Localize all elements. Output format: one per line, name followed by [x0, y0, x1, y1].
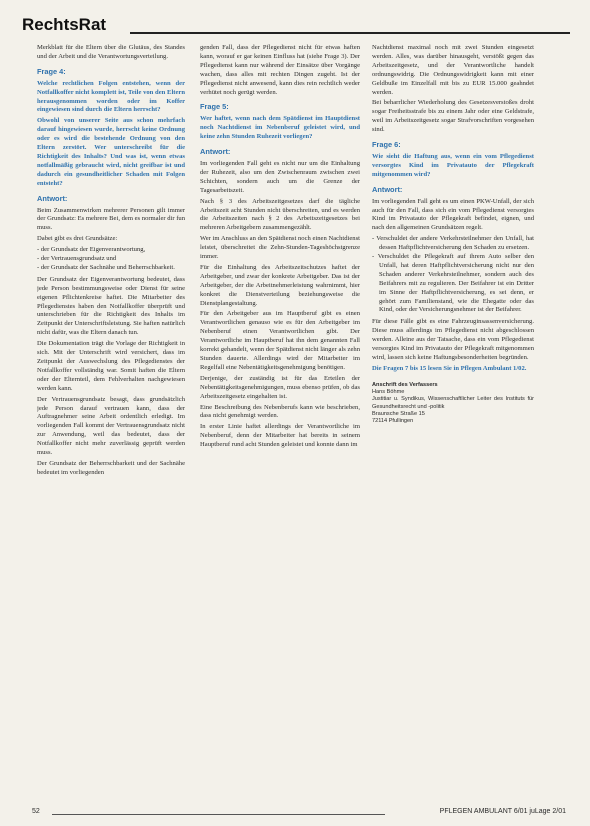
paragraph: Der Vertrauensgrundsatz besagt, dass grundsätzlich jede Person darauf vertrauen kann, dass der Auftragnehmer seine Arbeit ordentlich erledigt. Im vorliegenden Fall kommt der Vertrauensgrundsatz nicht zur Anwendung, weil das bedeutet, dass der Notfallkoffer nicht mehr zuverlässig geprüft werden muss.: [37, 395, 185, 457]
page-header: [22, 12, 570, 38]
question-heading: Frage 4:: [37, 66, 66, 76]
list-item: - Verschuldet die Pflegekraft auf ihrem Auto selber den Unfall, hat deren Haftpflichtversicherung nicht nur den Schaden anderer Verkehrsteilnehmer, sondern auch des Beifahrers mit zu regulieren. Der Beifahrer ist ein Dritter im Sinne der Haftpflichtversicherung, es sei denn, er gehört zum Familienstand, wie die Ehegatte oder das Kind, oder der Versicherungsnehmer ist der Beifahrer.: [372, 253, 534, 314]
author-label: Anschrift des Verfassers: [372, 381, 438, 388]
continuation-note: Die Fragen 7 bis 15 lesen Sie in Pflegen Ambulant 1/02.: [372, 364, 527, 372]
question-text: Wer haftet, wenn nach dem Spätdienst im Hauptdienst noch Nachtdienst im Nebenberuf geleistet wird, und keine zehn Stunden Ruhezeit vorliegen?: [200, 115, 360, 141]
bullet-list: [372, 235, 534, 315]
author-line: Hans Böhme: [372, 389, 405, 396]
footer-rule: [52, 814, 385, 815]
section-title: RechtsRat: [22, 15, 107, 34]
publication-source: PFLEGEN AMBULANT 6/01 juLage 2/01: [439, 808, 566, 815]
paragraph: Die Dokumentation trägt die Vorlage der Richtigkeit in sich. Mit der Unterschrift wird versichert, dass im Zeitpunkt der Auswechslung des Pflegedienstes der Notfallkoffer vollständig war. Somit haften die Eltern oder der Elternteil, dem Fehlverhalten nachgewiesen werden kann.: [37, 340, 185, 392]
answer-heading: Antwort:: [372, 184, 403, 194]
paragraph: Wer im Anschluss an den Spätdienst noch einen Nachtdienst leistet, überschreitet die Zehn-Stunden-Tageshöchstgrenze immer.: [200, 235, 360, 261]
paragraph: genden Fall, dass der Pflegedienst nicht für etwas haften kann, worauf er gar keinen Einfluss hat (siehe Frage 3). Der Pflegedienst kann nur während der Einsätze über Vorgänge wachen, dass alles mit rechten Dingen zugeht. Ist der Pflegedienst nicht anwesend, kann dies rein rechtlich weder verhütet noch gerügt werden.: [200, 44, 360, 96]
paragraph: Beim Zusammenwirken mehrerer Personen gilt immer der Grundsatz: Es mehrere Bei, dem es normaler dir fun muss.: [37, 206, 185, 232]
paragraph: Eine Beschreibung des Nebenberufs kann wie beschrieben, dass nicht genehmigt werden.: [200, 403, 360, 420]
paragraph: Der Grundsatz der Eigenverantwortung bedeutet, dass jede Person bestimmungsweise oder Dienst für seine eigenen Pflichtenkreise haftet. Die Mitarbeiter des Pflegedienstes haben den Notfallkoffer überprüft und unterschrieben für die Richtigkeit des Inhalts im Zeitpunkt der Unterschriftsleistung. Sie haften natürlich nicht dafür, was die Eltern danach tun.: [37, 275, 185, 337]
question-heading: Frage 6:: [372, 140, 401, 150]
list-item: - Verschuldet der andere Verkehrsteilnehmer den Unfall, hat dessen Haftpflichtversicherung den Schaden zu ersetzen.: [372, 235, 534, 252]
author-line: Braunsche Straße 15: [372, 411, 425, 417]
paragraph: Der Grundsatz der Beherrschbarkeit und der Sachnähe bedeutet im vorliegenden: [37, 459, 185, 476]
paragraph: In erster Linie haftet allerdings der Verantwortliche im Nebenberuf, denn der Mitarbeiter hat bereits in seinem Hauptberuf rund acht Stunden geleistet und konnte dann im: [200, 423, 360, 449]
list-item: - der Vertrauensgrundsatz und: [37, 255, 117, 263]
paragraph: Für die Einhaltung des Arbeitszeitschutzes haftet der Arbeitgeber, und zwar der konkrete Arbeitgeber. Das ist der Arbeitgeber, der die Arbeitnehmerleistung wahrnimmt, hier konkret die Dienstverteilung beziehungsweise die Dienstplangestaltung.: [200, 263, 360, 307]
column-1: [37, 44, 185, 786]
bullet-list: [37, 246, 185, 273]
header-rule: [130, 32, 570, 34]
author-box: [372, 382, 534, 426]
page-footer: [22, 806, 570, 820]
answer-heading: Antwort:: [37, 193, 68, 203]
question-heading: Frage 5:: [200, 102, 229, 112]
paragraph: Nachtdienst maximal noch mit zwei Stunden eingesetzt werden. Alles, was darüber hinausgeht, verstößt gegen das Arbeitszeitgesetz, und der Verantwortliche handelt ordnungswidrig. Die Ordnungswidrigkeit kann mit einer Geldbuße im Einzelfall mit bis zu EUR 15.000 geahndet werden.: [372, 44, 534, 96]
paragraph: Merkblatt für die Eltern über die Glutäus, des Standes und der Arbeit und die Verantwortungsverteilung.: [37, 44, 185, 60]
question-text: Obwohl von unserer Seite aus schon mehrfach darauf hingewiesen wurde, herrscht keine Ordnung oder es wird die bestehende Ordnung von den Eltern zerstört. Wer unterschreibt für die Richtigkeit des Inhalts? Und was ist, wenn etwas notfallmäßig gebraucht wird, nicht greifbar ist und dadurch ein gesundheitlicher Schaden mit Folgen entsteht?: [37, 117, 185, 187]
paragraph: Für diese Fälle gibt es eine Fahrzeuginsassenversicherung. Diese muss allerdings im Pflegedienst nicht abgeschlossen werden. Alleine aus der Tatsache, dass ein vom Pflegedienst versorgtes Kind im Privatauto der Pflegekraft mitgenommen wird, lassen sich keine Haftungsbesonderheiten begründen.: [372, 318, 534, 361]
question-text: Welche rechtlichen Folgen entstehen, wenn der Notfallkoffer nicht komplett ist, Teile von den Eltern herausgenommen worden oder im Koffer eingewiesen sind durch die Eltern herrscht?: [37, 79, 185, 114]
paragraph: Im vorliegenden Fall geht es nicht nur um die Einhaltung der Ruhezeit, also um den Zwischenraum zwischen zwei Schichten, sondern auch um die Grenze der Tagesarbeitszeit.: [200, 159, 360, 194]
answer-heading: Antwort:: [200, 147, 231, 157]
question-text: Wie sieht die Haftung aus, wenn ein vom Pflegedienst versorgtes Kind im Privatauto der Pflegekraft mitgenommen wird?: [372, 152, 534, 178]
list-item: - der Grundsatz der Eigenverantwortung,: [37, 246, 146, 254]
author-line: 72114 Pfullingen: [372, 418, 414, 425]
paragraph: Dabei gibt es drei Grundsätze:: [37, 235, 118, 243]
paragraph: Für den Arbeitgeber aus im Hauptberuf gibt es einen Verantwortlichen genauso wie es für den Arbeitgeber im Nebenberuf einen Verantwortlichen gibt. Der Verantwortliche im Hauptberuf hat ihn dem genannten Fall korrekt gehandelt, wenn der Spätdienst nicht länger als zehn Stunden dauerte. Allerdings wird der Mitarbeiter im Regelfall eine Nebentätigkeitsgenehmigung benötigen.: [200, 310, 360, 371]
column-2: [200, 44, 360, 786]
paragraph: Derjenige, der zuständig ist für das Erteilen der Nebentätigkeitsgenehmigungen, muss ebenso prüfen, ob das Arbeitszeitgesetz eingehalten ist.: [200, 374, 360, 400]
list-item: - der Grundsatz der Sachnähe und Beherrschbarkeit.: [37, 263, 175, 271]
paragraph: Bei beharrlicher Wiederholung des Gesetzesverstoßes droht sogar Freiheitsstrafe bis zu einem Jahr oder eine Geldstrafe, weil im Arbeitszeitgesetz sogar Strafvorschriften vorgesehen sind.: [372, 99, 534, 134]
column-3: [372, 44, 534, 786]
paragraph: Nach § 3 des Arbeitszeitgesetzes darf die tägliche Arbeitszeit acht Stunden nicht überschreiten, und es werden die Arbeitszeiten nach § 2 des Arbeitszeitgesetzes bei mehreren Arbeitgebern zusammengezählt.: [200, 197, 360, 232]
paragraph: Im vorliegenden Fall geht es um einen PKW-Unfall, der sich auch für den Fall, dass sich ein vom Pflegedienst versorgtes Kind im Privatauto der Pflegekraft befindet, eignen, und nach den allgemeinen Grundsätzen regelt.: [372, 197, 534, 232]
page-number: 52: [32, 808, 40, 815]
author-line: Justitiar u. Syndikus, Wissenschaftlicher Leiter des Instituts für Gesundheitsrecht und -politik: [372, 396, 534, 410]
